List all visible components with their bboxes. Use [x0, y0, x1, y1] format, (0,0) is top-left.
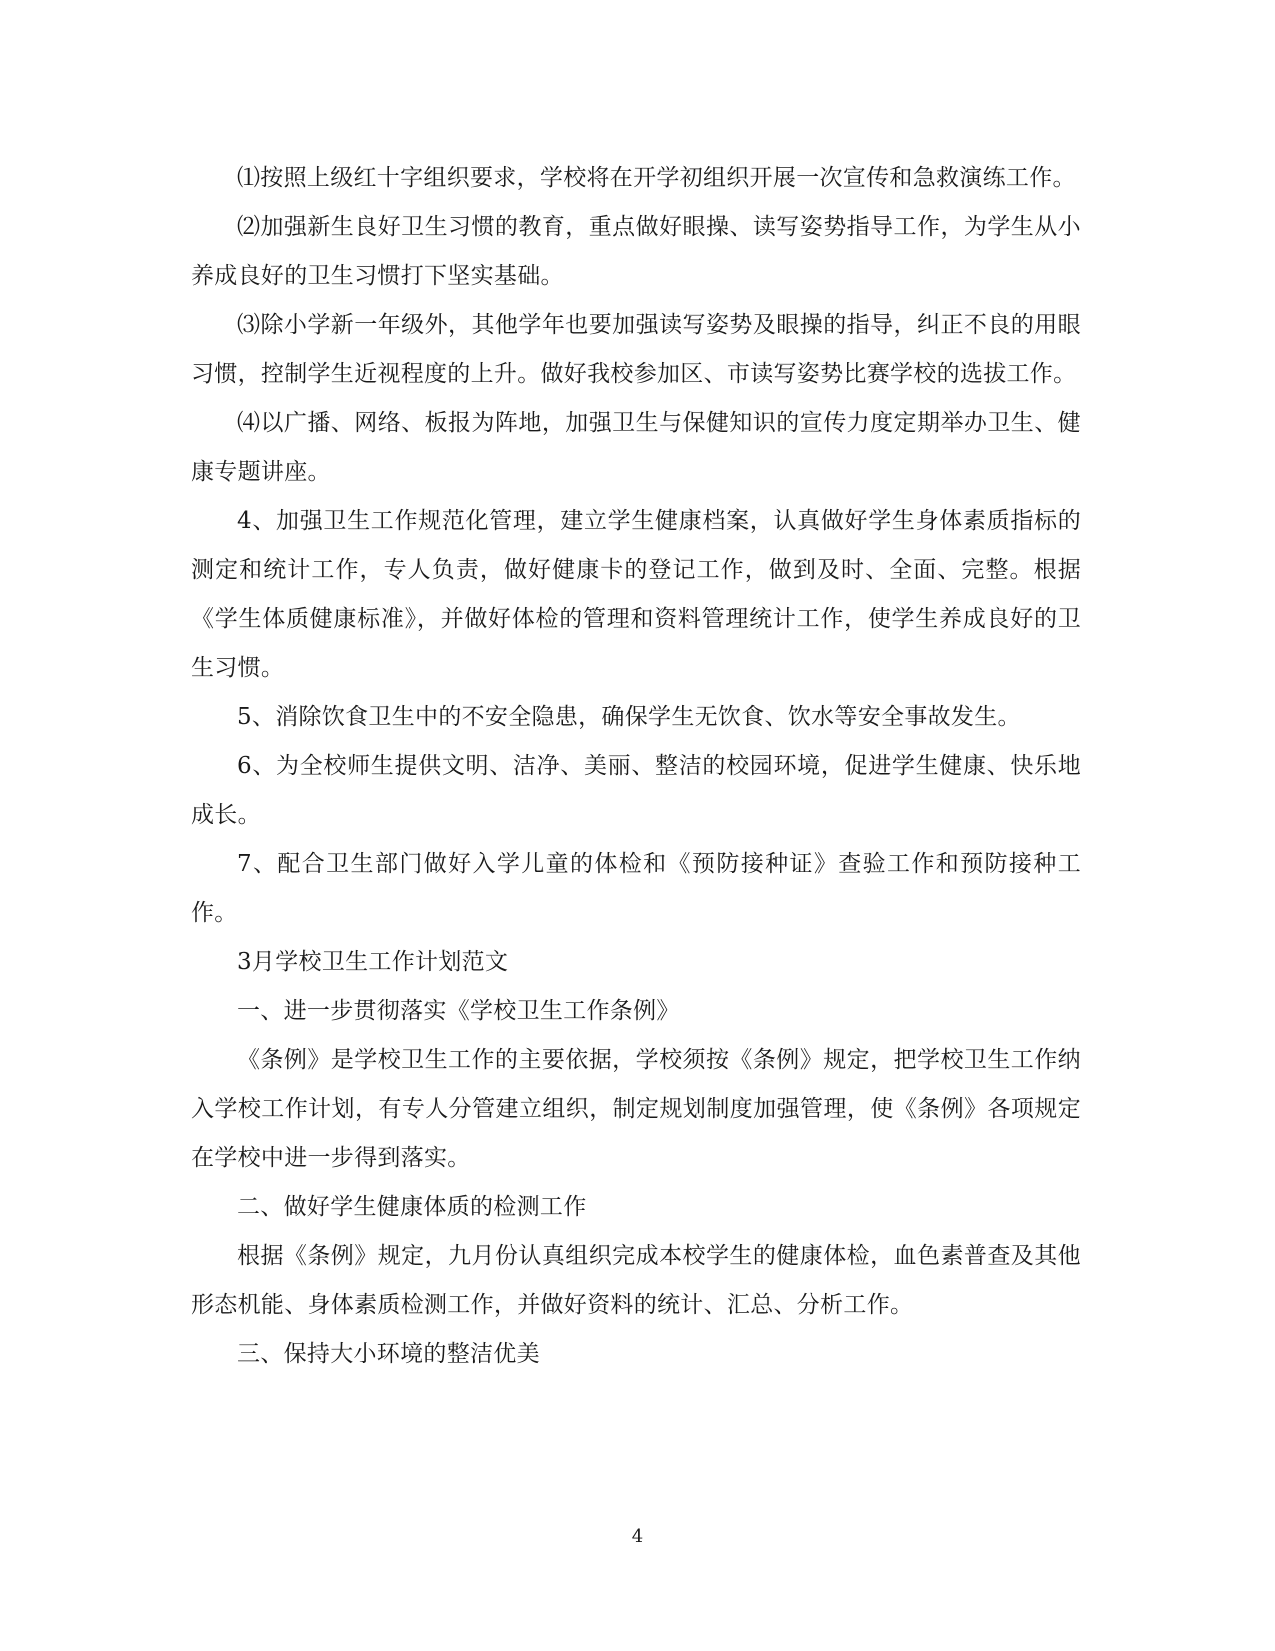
document-heading: 3月学校卫生工作计划范文	[237, 949, 509, 975]
page-number: 4	[631, 1526, 644, 1547]
paragraph-item-1: ⑴按照上级红十字组织要求，学校将在开学初组织开展一次宣传和急救演练工作。	[237, 165, 1076, 191]
paragraph-item-4: ⑷以广播、网络、板报为阵地，加强卫生与保健知识的宣传力度定期举办卫生、健康专题讲座。	[191, 410, 1081, 485]
paragraph-section-5: 5、消除饮食卫生中的不安全隐患，确保学生无饮食、饮水等安全事故发生。	[237, 704, 1021, 730]
paragraph-section-6: 6、为全校师生提供文明、洁净、美丽、整洁的校园环境，促进学生健康、快乐地成长。	[191, 753, 1081, 828]
paragraph-section-7: 7、配合卫生部门做好入学儿童的体检和《预防接种证》查验工作和预防接种工作。	[191, 851, 1081, 926]
section-heading-3: 三、保持大小环境的整洁优美	[237, 1341, 540, 1367]
paragraph-item-3: ⑶除小学新一年级外，其他学年也要加强读写姿势及眼操的指导，纠正不良的用眼习惯，控制学生近视程度的上升。做好我校参加区、市读写姿势比赛学校的选拔工作。	[191, 312, 1081, 387]
document-body	[191, 154, 1081, 1379]
section-heading-1: 一、进一步贯彻落实《学校卫生工作条例》	[237, 998, 680, 1024]
section-body-2: 根据《条例》规定，九月份认真组织完成本校学生的健康体检，血色素普查及其他形态机能、身体素质检测工作，并做好资料的统计、汇总、分析工作。	[191, 1243, 1081, 1318]
paragraph-item-2: ⑵加强新生良好卫生习惯的教育，重点做好眼操、读写姿势指导工作，为学生从小养成良好的卫生习惯打下坚实基础。	[191, 214, 1081, 289]
paragraph-section-4: 4、加强卫生工作规范化管理，建立学生健康档案，认真做好学生身体素质指标的测定和统计工作，专人负责，做好健康卡的登记工作，做到及时、全面、完整。根据《学生体质健康标准》，并做好体检的管理和资料管理统计工作，使学生养成良好的卫生习惯。	[191, 508, 1081, 681]
section-heading-2: 二、做好学生健康体质的检测工作	[237, 1194, 587, 1220]
section-body-1: 《条例》是学校卫生工作的主要依据，学校须按《条例》规定，把学校卫生工作纳入学校工作计划，有专人分管建立组织，制定规划制度加强管理，使《条例》各项规定在学校中进一步得到落实。	[191, 1047, 1081, 1171]
